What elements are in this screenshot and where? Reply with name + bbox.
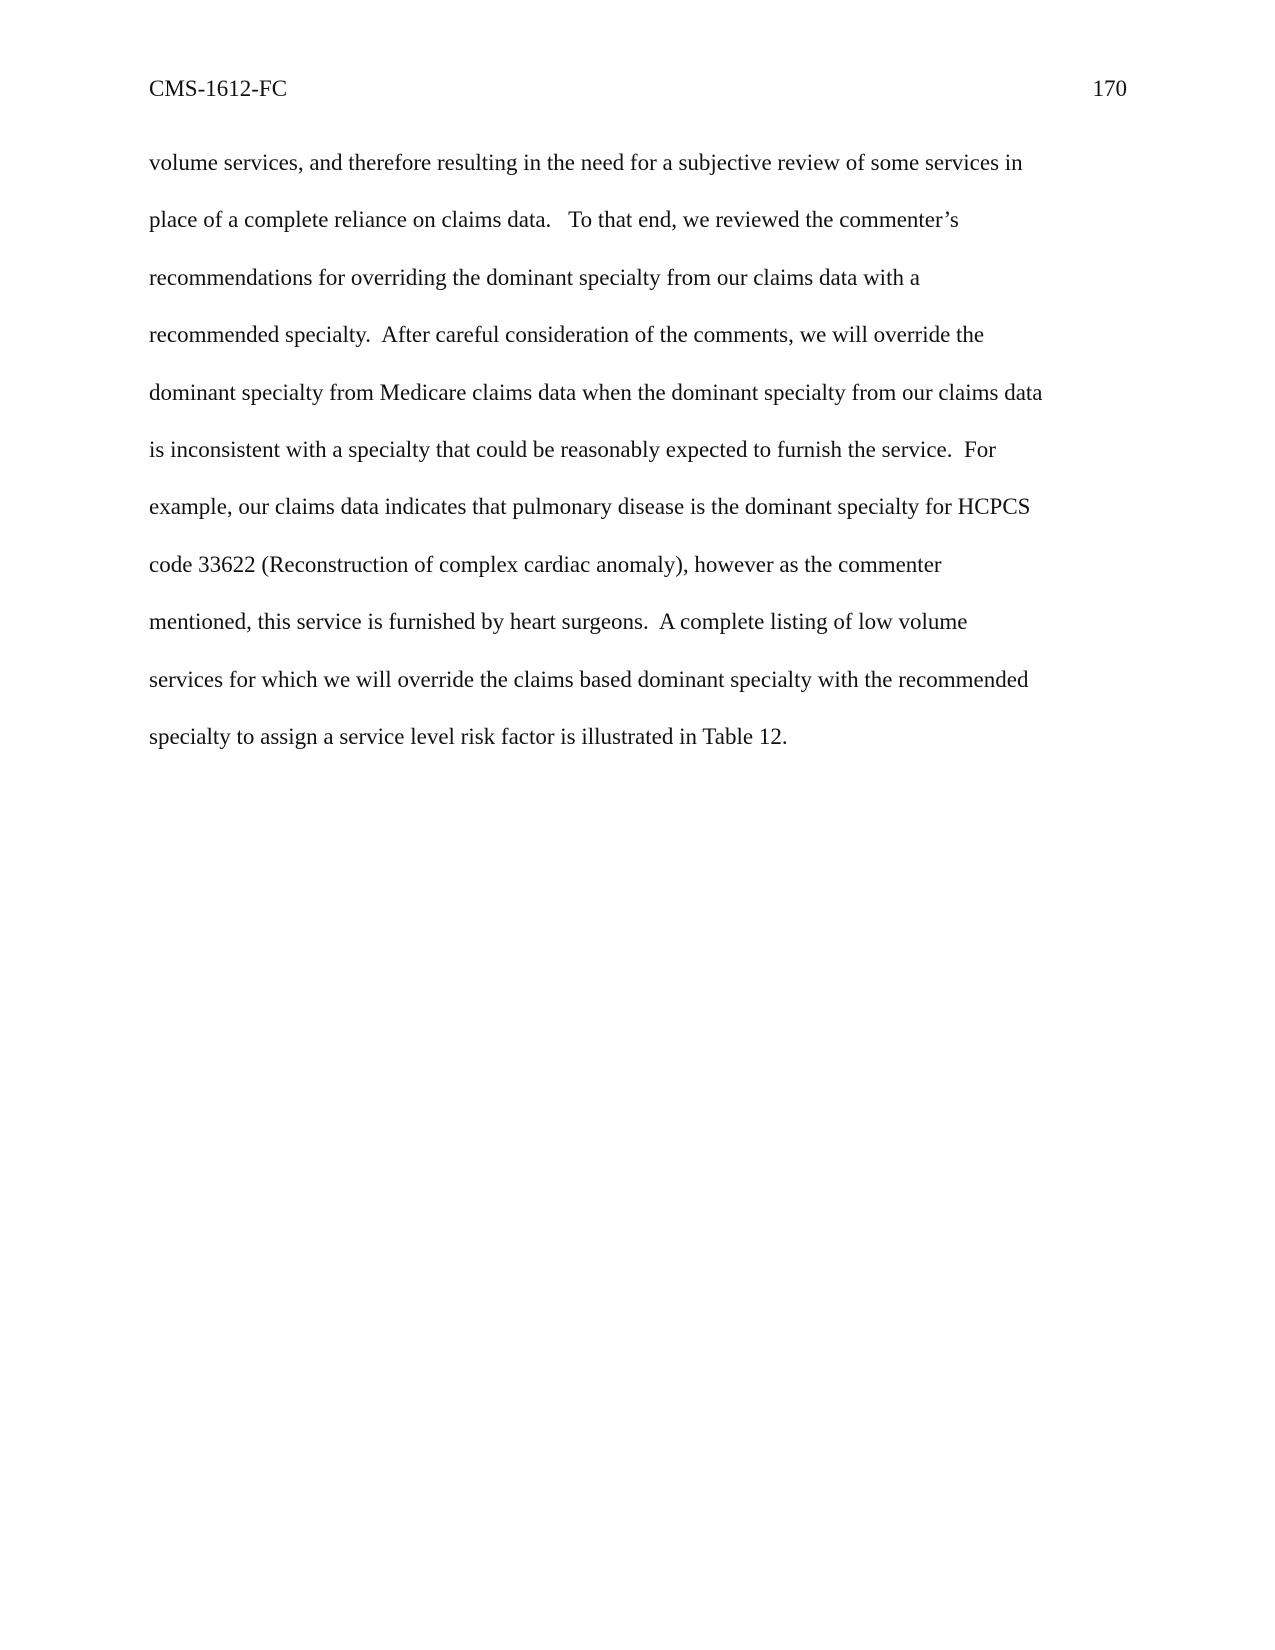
body-paragraph [149,148,1129,779]
text-line: volume services, and therefore resulting in the need for a subjective review of some services in [149,150,1023,175]
text-line: example, our claims data indicates that pulmonary disease is the dominant specialty for HCPCS [149,494,1031,520]
text-line: is inconsistent with a specialty that could be reasonably expected to furnish the service. For [149,436,996,462]
text-line: dominant specialty from Medicare claims data when the dominant specialty from our claims data [149,379,1043,405]
text-line: specialty to assign a service level risk factor is illustrated in Table 12. [149,723,788,749]
document-id: CMS-1612-FC [149,76,288,101]
page-number: 170 [1092,76,1127,101]
text-line: place of a complete reliance on claims data. To that end, we reviewed the commenter’s [149,207,959,233]
text-line: mentioned, this service is furnished by heart surgeons. A complete listing of low volume [149,609,968,635]
text-line: recommended specialty. After careful consideration of the comments, we will override the [149,322,985,348]
text-line: code 33622 (Reconstruction of complex cardiac anomaly), however as the commenter [149,551,942,577]
text-line: services for which we will override the claims based dominant specialty with the recommended [149,666,1029,692]
text-line: recommendations for overriding the dominant specialty from our claims data with a [149,264,920,290]
